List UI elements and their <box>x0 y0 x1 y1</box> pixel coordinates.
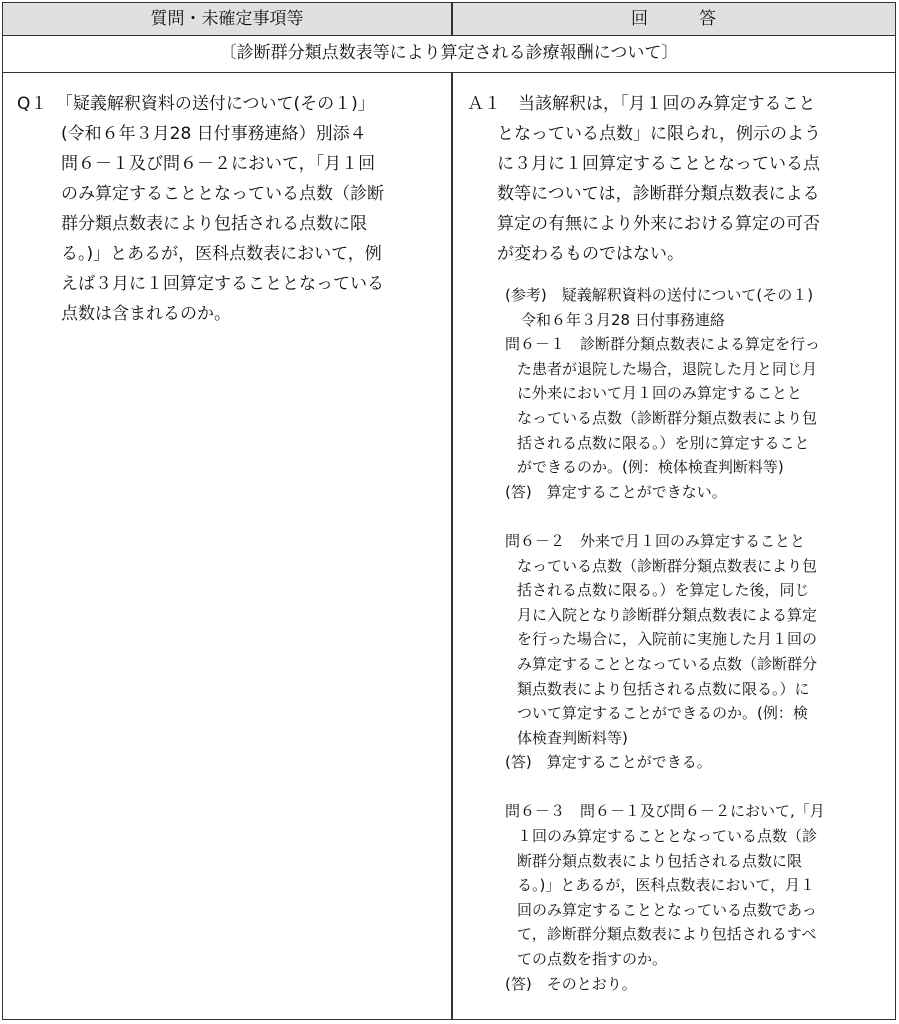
reference-line: なっている点数（診断群分類点数表により包 <box>517 556 818 575</box>
reference-line: に外来において月１回のみ算定することと <box>517 384 803 403</box>
reference-line: 問６－３ 問６－１及び問６－２において,「月 <box>505 802 825 821</box>
reference-line: 断群分類点数表により包括される点数に限 <box>517 851 803 870</box>
question-line: えば３月に１回算定することとなっている <box>61 274 384 294</box>
reference-block <box>467 283 891 996</box>
reference-line <box>467 504 891 529</box>
question-line: る。)」とあるが，医科点数表において，例 <box>61 244 382 264</box>
reference-line: 体検査判断料等) <box>517 728 628 747</box>
reference-line: ての点数を指すのか。 <box>517 950 668 969</box>
answer-line: 算定の有無により外来における算定の可否 <box>497 214 820 234</box>
reference-line: 括される点数に限る。）を算定した後，同じ <box>517 581 810 600</box>
reference-line: み算定することとなっている点数（診断群分 <box>517 654 818 673</box>
reference-line: る。)」とあるが，医科点数表において，月１ <box>517 876 816 895</box>
header-answer-column: 回 答 <box>631 9 716 29</box>
question-cell <box>17 89 447 329</box>
reference-line: 問６－２ 外来で月１回のみ算定することと <box>505 531 806 550</box>
reference-line: ついて算定することができるのか。(例：検 <box>517 704 808 723</box>
reference-line: (答) 算定することができない。 <box>505 482 727 501</box>
reference-line: (答) そのとおり。 <box>505 974 637 993</box>
reference-line: なっている点数（診断群分類点数表により包 <box>517 408 818 427</box>
question-line: のみ算定することとなっている点数（診断 <box>61 184 384 204</box>
answer-cell <box>467 89 891 996</box>
answer-line: Ａ１ 当該解釈は，「月１回のみ算定すること <box>467 94 816 114</box>
column-divider <box>451 73 453 1019</box>
table-header-row <box>3 3 895 36</box>
section-title: 〔診断群分類点数表等により算定される診療報酬について〕 <box>3 36 895 73</box>
question-line: 群分類点数表により包括される点数に限 <box>61 214 367 234</box>
reference-line: 括される点数に限る。）を別に算定すること <box>517 433 810 452</box>
qa-table <box>2 2 896 1020</box>
reference-line: 令和６年３月28 日付事務連絡 <box>521 310 725 329</box>
reference-line: 月に入院となり診断群分類点数表による算定 <box>517 605 818 624</box>
question-line: (令和６年３月28 日付事務連絡）別添４ <box>61 124 367 144</box>
reference-line: 回のみ算定することとなっている点数であっ <box>517 900 817 919</box>
reference-line: た患者が退院した場合，退院した月と同じ月 <box>517 359 818 378</box>
answer-line: に３月に１回算定することとなっている点 <box>497 154 820 174</box>
header-question-column: 質問・未確定事項等 <box>150 9 304 29</box>
question-line: 問６－１及び問６－２において，「月１回 <box>61 154 376 174</box>
reference-line: 問６－１ 診断群分類点数表による算定を行っ <box>505 335 821 354</box>
reference-line: (答) 算定することができる。 <box>505 753 712 772</box>
answer-line: 数等については，診断群分類点数表による <box>497 184 820 204</box>
reference-line: を行った場合に，入院前に実施した月１回の <box>517 630 818 649</box>
reference-line <box>467 775 891 800</box>
answer-line: となっている点数」に限られ，例示のよう <box>497 124 822 144</box>
reference-line: (参考) 疑義解釈資料の送付について(その１) <box>505 286 814 304</box>
reference-line: １回のみ算定することとなっている点数（診 <box>517 827 818 846</box>
question-line: Q１ 「疑義解釈資料の送付について(その１)」 <box>17 94 375 114</box>
answer-line: が変わるものではない。 <box>497 244 684 264</box>
question-line: 点数は含まれるのか。 <box>61 304 231 324</box>
reference-line: 類点数表により包括される点数に限る。）に <box>517 679 810 698</box>
reference-line: て，診断群分類点数表により包括されるすべ <box>517 925 817 944</box>
reference-line: ができるのか。(例：検体検査判断料等) <box>517 458 784 477</box>
